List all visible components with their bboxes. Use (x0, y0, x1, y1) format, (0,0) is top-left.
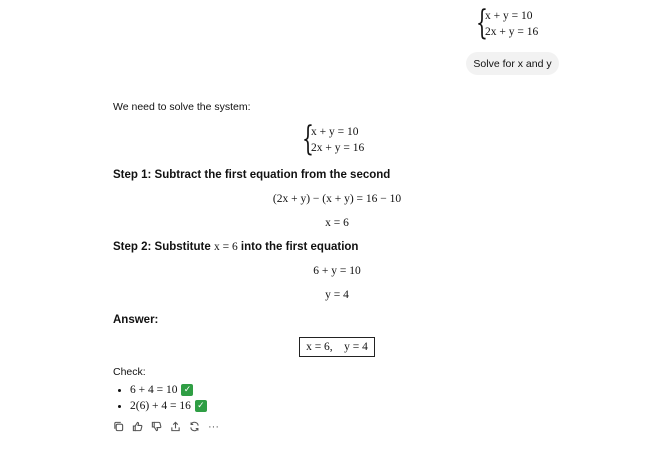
step2-heading-post: into the first equation (237, 241, 359, 253)
check-item-1: 6 + 4 = 10 (130, 384, 178, 396)
user-eq-1: x + y = 10 (485, 10, 533, 22)
user-message-bubble (466, 52, 559, 75)
answer-heading: Answer: (113, 314, 159, 326)
step2-line1: 6 + y = 10 (313, 265, 361, 277)
thumbs-up-icon[interactable] (131, 420, 144, 433)
list-item (118, 382, 207, 398)
system-eq-2: 2x + y = 16 (311, 142, 365, 154)
user-eq-2: 2x + y = 16 (485, 26, 539, 38)
brace-icon: { (302, 119, 314, 159)
user-equation-system (476, 3, 539, 43)
step2-line2: y = 4 (325, 289, 349, 301)
thumbs-down-icon[interactable] (150, 420, 163, 433)
bullet-icon (118, 405, 121, 408)
check-mark-icon: ✓ (181, 384, 193, 396)
answer-box-wrap (113, 337, 561, 357)
step2-heading (113, 241, 358, 253)
brace-icon: { (476, 3, 488, 43)
share-icon[interactable] (169, 420, 182, 433)
answer-equation-system (302, 119, 365, 159)
copy-icon[interactable] (112, 420, 125, 433)
system-eq-1: x + y = 10 (311, 126, 359, 138)
step2-heading-math: x = 6 (213, 241, 238, 253)
check-mark-icon: ✓ (195, 400, 207, 412)
user-message-text: Solve for x and y (473, 57, 552, 70)
list-item (118, 398, 207, 414)
check-label: Check: (113, 366, 146, 378)
step1-line2: x = 6 (325, 217, 349, 229)
step2-heading-pre: Step 2: Substitute (113, 241, 214, 253)
check-item-2: 2(6) + 4 = 16 (130, 400, 191, 412)
bullet-icon (118, 389, 121, 392)
step1-heading: Step 1: Subtract the first equation from the second (113, 169, 391, 181)
more-icon[interactable]: ··· (208, 420, 219, 433)
step1-line1: (2x + y) − (x + y) = 16 − 10 (272, 193, 402, 205)
check-list (118, 382, 207, 414)
answer-box: x = 6, y = 4 (299, 337, 375, 357)
intro-text: We need to solve the system: (113, 101, 251, 113)
regenerate-icon[interactable] (188, 420, 201, 433)
message-actions (112, 420, 220, 433)
